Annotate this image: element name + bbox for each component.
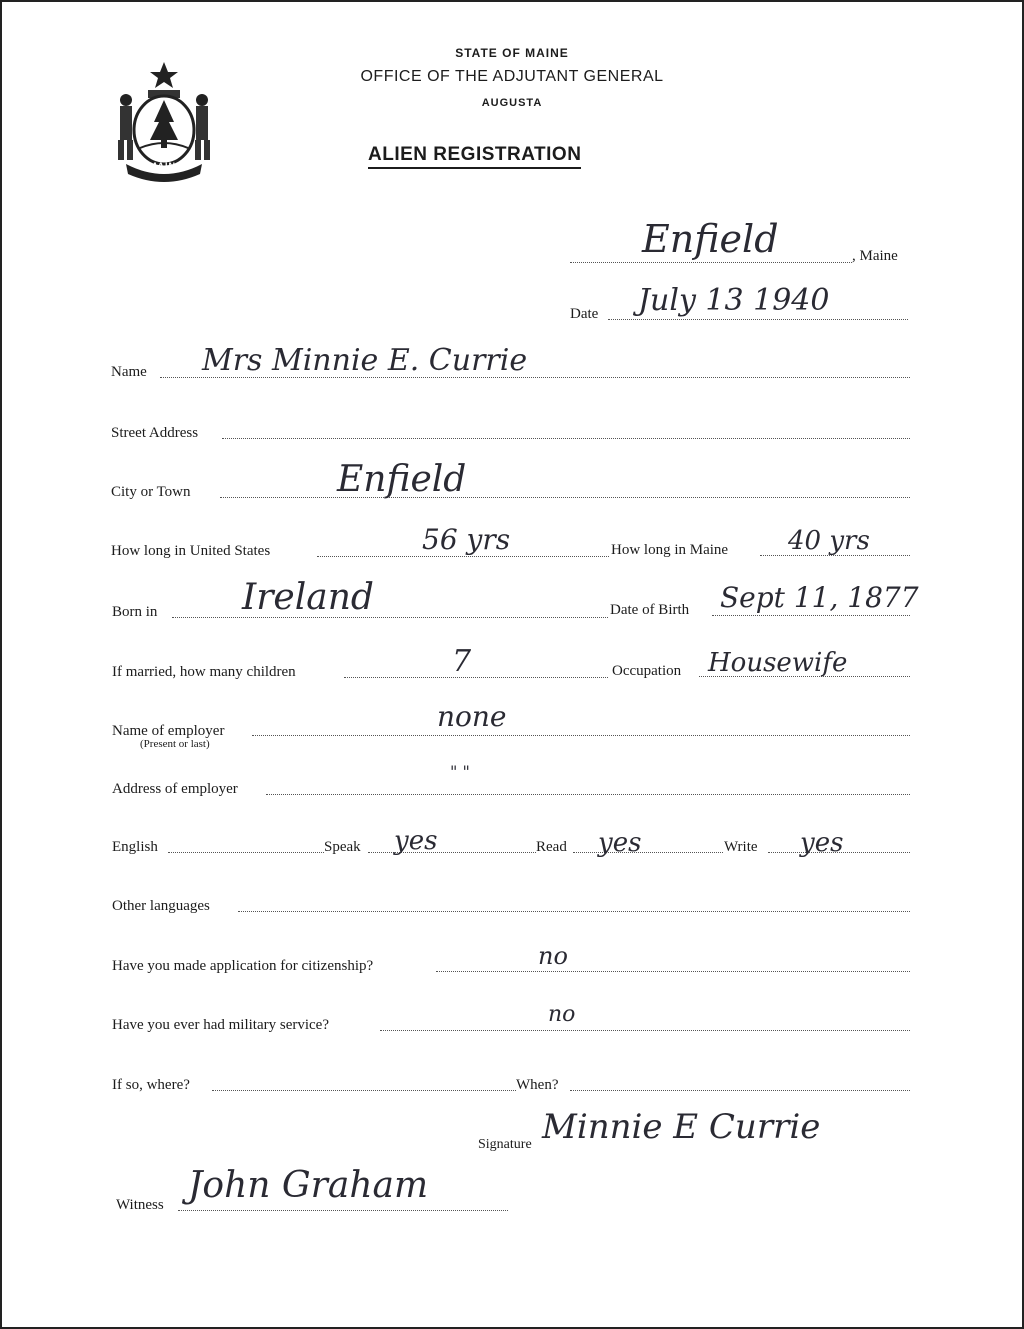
- occupation-value: Housewife: [708, 648, 848, 678]
- header-office: OFFICE OF THE ADJUTANT GENERAL: [360, 68, 664, 85]
- occupation-label: Occupation: [612, 663, 682, 679]
- when-line: [570, 1090, 910, 1091]
- city-label: City or Town: [111, 484, 191, 500]
- born-in-value: Ireland: [242, 577, 374, 618]
- street-label: Street Address: [111, 425, 199, 441]
- write-label: Write: [724, 839, 758, 855]
- date-value: July 13 1940: [638, 283, 830, 318]
- english-line: [168, 852, 324, 853]
- witness-value: John Graham: [188, 1165, 429, 1206]
- read-label: Read: [536, 839, 567, 855]
- name-value: Mrs Minnie E. Currie: [202, 343, 528, 378]
- born-in-line: [172, 617, 608, 618]
- signature-value: Minnie E Currie: [542, 1107, 821, 1147]
- town-line: [570, 262, 852, 263]
- seal-lettering: MAINE: [149, 161, 183, 171]
- city-line: [220, 497, 910, 498]
- citizenship-value: no: [538, 942, 568, 970]
- employer-address-value: " ": [450, 762, 470, 781]
- how-long-us-line: [317, 556, 609, 557]
- form-title: ALIEN REGISTRATION: [368, 144, 581, 169]
- how-long-us-value: 56 yrs: [422, 523, 511, 556]
- read-line: [573, 852, 723, 853]
- employer-address-line: [266, 794, 910, 795]
- how-long-us-label: How long in United States: [111, 543, 271, 559]
- where-line: [212, 1090, 516, 1091]
- when-label: When?: [516, 1077, 559, 1093]
- how-long-maine-label: How long in Maine: [611, 542, 729, 558]
- born-in-label: Born in: [112, 604, 158, 620]
- other-languages-label: Other languages: [112, 898, 210, 914]
- citizenship-line: [436, 971, 910, 972]
- employer-address-label: Address of employer: [112, 781, 238, 797]
- speak-value: yes: [394, 826, 438, 856]
- employer-value: none: [437, 700, 507, 733]
- english-label: English: [112, 839, 158, 855]
- children-label: If married, how many children: [112, 664, 296, 680]
- date-label: Date: [570, 306, 599, 322]
- children-value: 7: [452, 644, 472, 679]
- read-value: yes: [598, 828, 642, 858]
- header-city: AUGUSTA: [481, 97, 543, 109]
- header-state: STATE OF MAINE: [455, 46, 569, 60]
- witness-line: [178, 1210, 508, 1211]
- employer-line: [252, 735, 910, 736]
- speak-label: Speak: [324, 839, 361, 855]
- military-label: Have you ever had military service?: [112, 1017, 329, 1033]
- children-line: [344, 677, 608, 678]
- signature-label: Signature: [478, 1137, 532, 1152]
- maine-label: , Maine: [852, 248, 898, 264]
- citizenship-label: Have you made application for citizenship?: [112, 958, 374, 974]
- date-line: [608, 319, 908, 320]
- military-line: [380, 1030, 910, 1031]
- where-label: If so, where?: [112, 1077, 190, 1093]
- city-value: Enfield: [337, 459, 467, 500]
- dob-label: Date of Birth: [610, 602, 690, 618]
- employer-label: Name of employer: [112, 723, 225, 739]
- military-value: no: [548, 1002, 576, 1027]
- name-label: Name: [111, 364, 147, 380]
- dob-value: Sept 11, 1877: [720, 581, 919, 614]
- town-value: Enfield: [642, 217, 779, 261]
- dob-line: [712, 615, 910, 616]
- how-long-maine-value: 40 yrs: [788, 526, 870, 556]
- other-languages-line: [238, 911, 910, 912]
- write-value: yes: [800, 828, 844, 858]
- witness-label: Witness: [116, 1197, 164, 1213]
- employer-note: (Present or last): [140, 738, 210, 750]
- street-line: [222, 438, 910, 439]
